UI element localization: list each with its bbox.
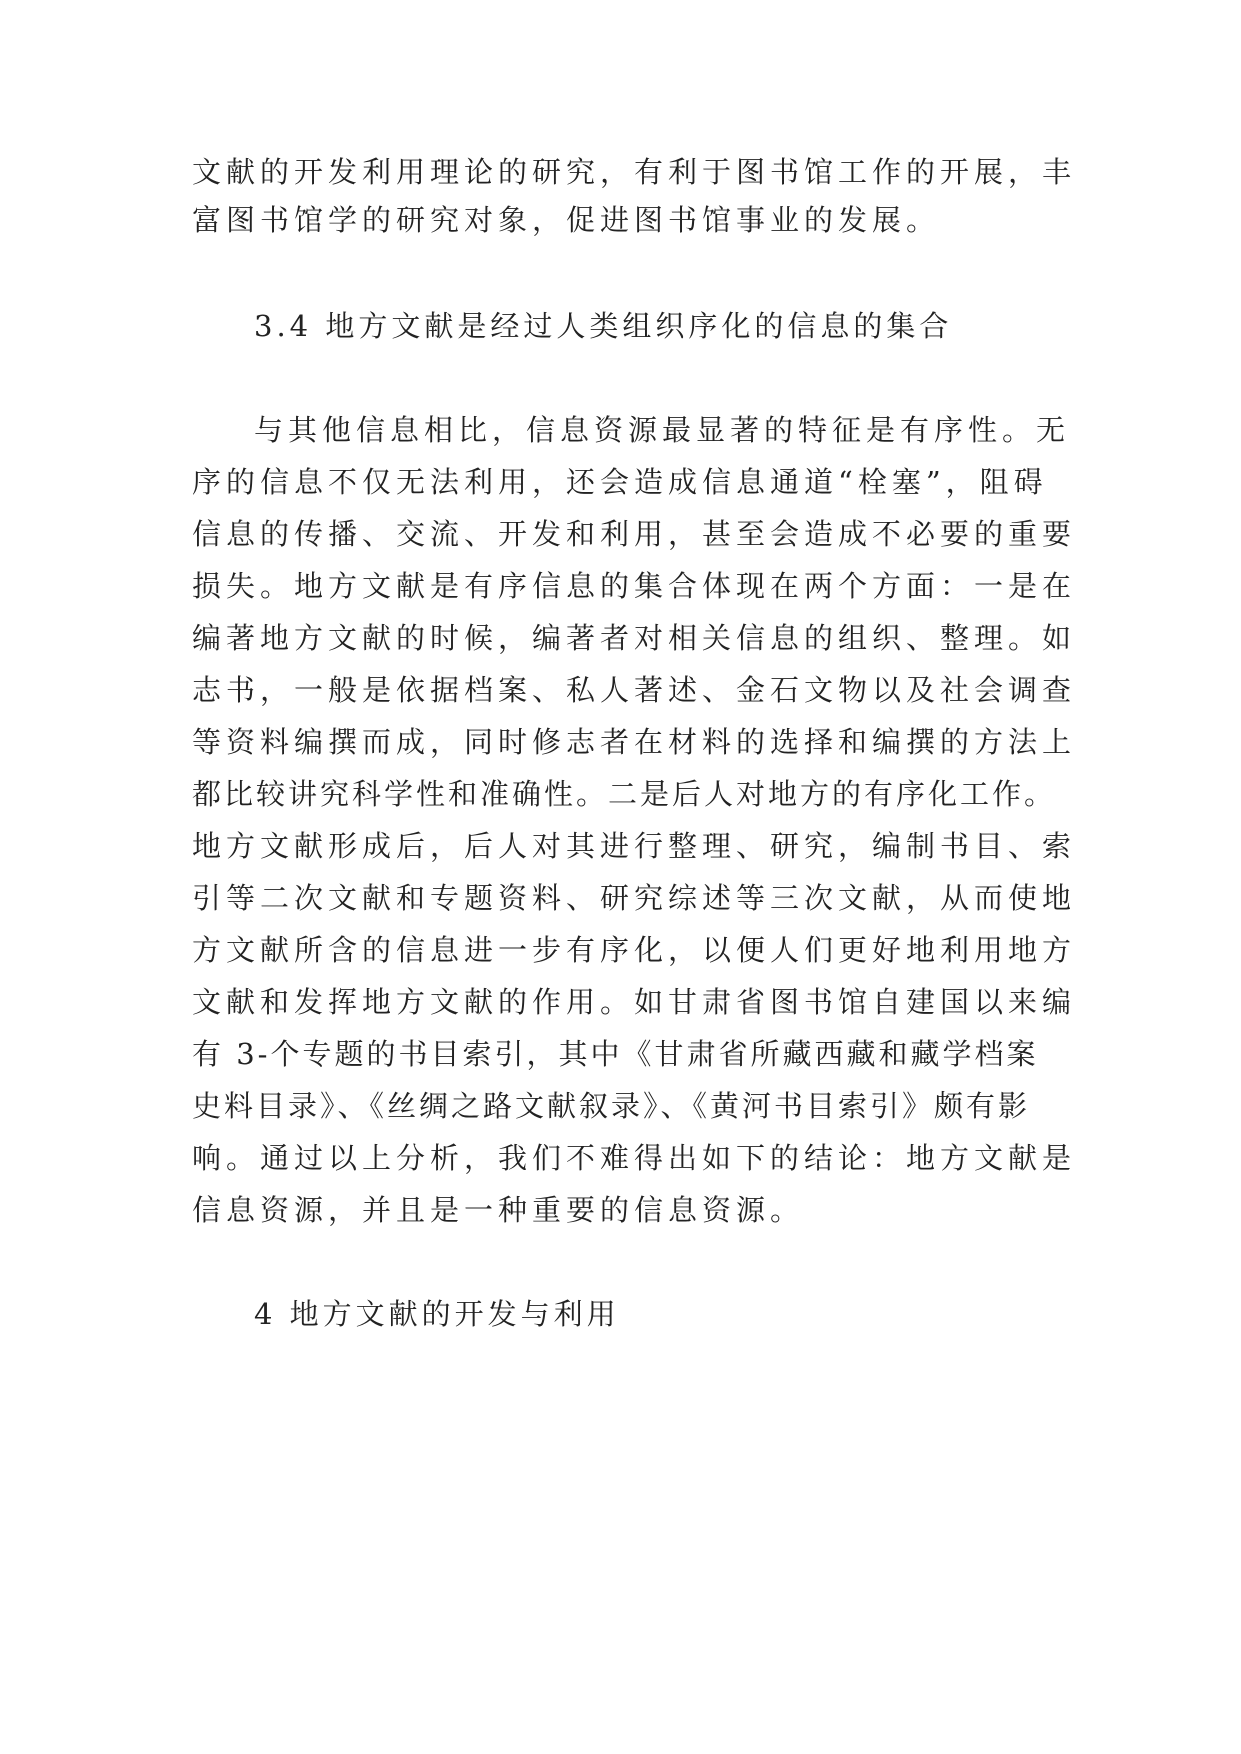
section-4-heading: 4 地方文献的开发与利用: [254, 1297, 620, 1331]
paragraph-line-16: 信息资源，并且是一种重要的信息资源。: [192, 1193, 805, 1227]
paragraph-line-1: 与其他信息相比，信息资源最显著的特征是有序性。无: [254, 413, 1071, 447]
paragraph-line-6: 志书，一般是依据档案、私人著述、金石文物以及社会调查: [192, 673, 1077, 707]
paragraph-line-9: 地方文献形成后，后人对其进行整理、研究，编制书目、索: [192, 829, 1077, 863]
paragraph-line-3: 信息的传播、交流、开发和利用，甚至会造成不必要的重要: [192, 517, 1077, 551]
paragraph-line-10: 引等二次文献和专题资料、研究综述等三次文献，从而使地: [192, 881, 1077, 915]
intro-line-1: 文献的开发利用理论的研究，有利于图书馆工作的开展，丰: [192, 155, 1077, 189]
paragraph-line-14: 史料目录》、《丝绸之路文献叙录》、《黄河书目索引》颇有影: [192, 1089, 1031, 1123]
paragraph-line-2: 序的信息不仅无法利用，还会造成信息通道“栓塞”，阻碍: [192, 465, 1048, 499]
paragraph-line-15: 响。通过以上分析，我们不难得出如下的结论：地方文献是: [192, 1141, 1077, 1175]
paragraph-line-12: 文献和发挥地方文献的作用。如甘肃省图书馆自建国以来编: [192, 985, 1077, 1019]
paragraph-line-8: 都比较讲究科学性和准确性。二是后人对地方的有序化工作。: [192, 777, 1057, 811]
paragraph-line-7: 等资料编撰而成，同时修志者在材料的选择和编撰的方法上: [192, 725, 1077, 759]
section-3-4-heading: 3.4 地方文献是经过人类组织序化的信息的集合: [254, 309, 953, 343]
intro-line-2: 富图书馆学的研究对象，促进图书馆事业的发展。: [192, 203, 941, 237]
paragraph-line-11: 方文献所含的信息进一步有序化，以便人们更好地利用地方: [192, 933, 1077, 967]
paragraph-line-13: 有 3-个专题的书目索引，其中《甘肃省所藏西藏和藏学档案: [192, 1037, 1039, 1071]
paragraph-line-4: 损失。地方文献是有序信息的集合体现在两个方面：一是在: [192, 569, 1077, 603]
paragraph-line-5: 编著地方文献的时候，编著者对相关信息的组织、整理。如: [192, 621, 1077, 655]
